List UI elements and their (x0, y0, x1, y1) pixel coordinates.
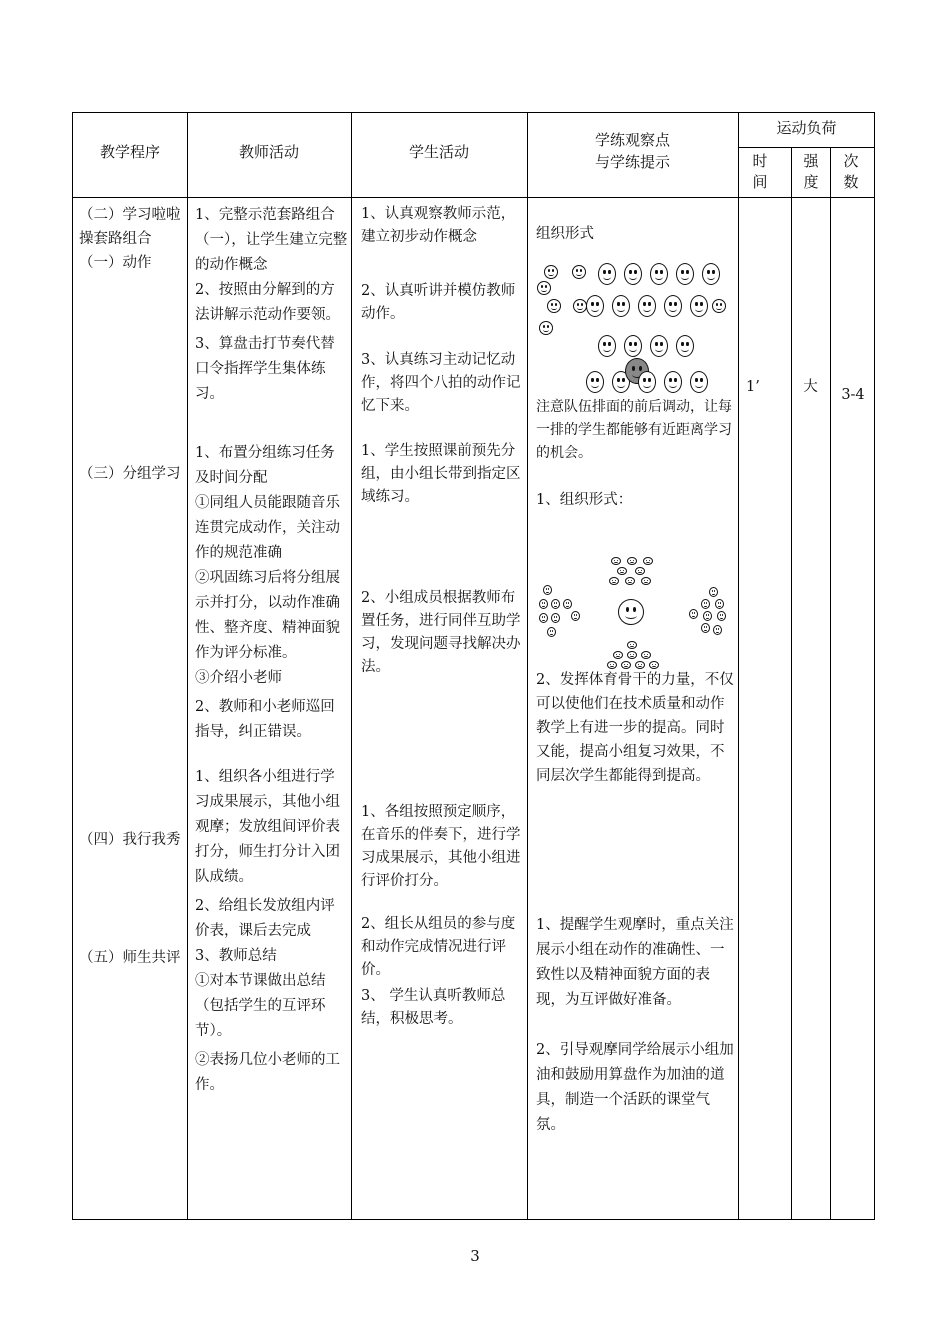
student-face-icon (690, 371, 708, 393)
header-observe-line1: 学练观察点 (594, 131, 670, 149)
student-face-icon (537, 281, 551, 295)
load-intensity: 大 (803, 379, 818, 395)
header-load: 运动负荷 (776, 119, 837, 137)
student-face-icon (598, 263, 616, 285)
student-face-icon (551, 613, 560, 623)
student-face-icon (635, 567, 645, 575)
observe-o1: 组织形式 (536, 226, 594, 242)
lesson-plan-table (72, 112, 875, 1220)
col-divider (738, 113, 739, 1219)
page-number: 3 (470, 1247, 480, 1265)
student-p2: 2、认真听讲并模仿教师动作。 (361, 283, 516, 322)
col-divider (527, 113, 528, 1219)
student-face-icon (586, 295, 604, 317)
student-face-icon (539, 613, 548, 623)
section-4: （四）我行我秀 (79, 832, 181, 848)
row-divider (73, 197, 874, 198)
student-face-icon (627, 651, 637, 659)
student-face-icon (613, 651, 623, 659)
student-face-icon (571, 611, 580, 621)
student-face-icon (638, 295, 656, 317)
student-face-icon (676, 263, 694, 285)
col-divider (830, 147, 831, 1219)
student-face-icon (701, 623, 710, 633)
teacher-item: 1、组织各小组进行学习成果展示，其他小组观摩；发放组间评价表打分，师生打分计入团队成绩。 (195, 769, 340, 885)
student-face-icon (690, 295, 708, 317)
student-face-icon (703, 611, 712, 621)
student-face-icon (547, 627, 556, 637)
col-divider (351, 113, 352, 1219)
row-divider (738, 147, 874, 148)
section-2: （二）学习啦啦操套路组合（一）动作 (79, 207, 181, 271)
teacher-item: ①对本节课做出总结（包括学生的互评环节）。 (195, 973, 326, 1039)
student-p3: 3、认真练习主动记忆动作，将四个八拍的动作记忆下来。 (361, 352, 521, 414)
student-face-icon (712, 299, 726, 313)
col-divider (791, 147, 792, 1219)
header-observe (527, 129, 738, 173)
student-face-icon (543, 585, 552, 595)
student-face-icon (624, 263, 642, 285)
student-face-icon (641, 577, 651, 585)
header-teacher: 教师活动 (238, 143, 299, 161)
student-face-icon (598, 335, 616, 357)
header-procedure: 教学程序 (99, 143, 160, 161)
student-face-icon (715, 599, 724, 609)
student-face-icon (624, 335, 642, 357)
teacher-item: 2、按照由分解到的方法讲解示范动作要领。 (195, 282, 340, 323)
header-student: 学生活动 (408, 143, 469, 161)
observe-o5: 1、提醒学生观摩时，重点关注展示小组在动作的准确性、一致性以及精神面貌方面的表现，为互评做好准备。 (536, 917, 734, 1008)
student-p5: 2、小组成员根据教师布置任务，进行同伴互助学习，发现问题寻找解决办法。 (361, 590, 521, 675)
student-p8: 3、 学生认真听教师总结，积极思考。 (361, 988, 506, 1027)
student-face-icon (573, 299, 587, 313)
student-face-icon (702, 263, 720, 285)
student-face-icon (650, 335, 668, 357)
load-time: 1’ (746, 379, 760, 395)
student-face-icon (709, 587, 718, 597)
header-time: 时间 (752, 152, 768, 191)
formation-diagram-rows (537, 259, 727, 399)
student-face-icon (627, 557, 637, 565)
student-face-icon (586, 371, 604, 393)
student-face-icon (551, 599, 560, 609)
teacher-item: 1、布置分组练习任务及时间分配 (195, 445, 335, 486)
teacher-activity (195, 203, 349, 1098)
header-count: 次数 (843, 152, 859, 191)
student-face-icon (664, 371, 682, 393)
observe-o4: 2、发挥体育骨干的力量，不仅可以使他们在技术质量和动作教学上有进一步的提高。同时又能，提高小组复习效果，不同层次学生都能得到提高。 (536, 672, 734, 784)
teacher-item: 3、算盘击打节奏代替口令指挥学生集体练习。 (195, 336, 335, 402)
student-p7: 2、组长从组员的参与度和动作完成情况进行评价。 (361, 916, 516, 978)
teacher-item: 1、完整示范套路组合（一），让学生建立完整的动作概念 (195, 207, 348, 273)
student-face-icon (625, 577, 635, 585)
student-p4: 1、学生按照课前预先分组，由小组长带到指定区域练习。 (361, 443, 521, 505)
student-face-icon (713, 625, 722, 635)
teacher-face-icon (618, 599, 644, 625)
student-face-icon (563, 599, 572, 609)
student-face-icon (627, 641, 637, 649)
formation-diagram-groups (537, 553, 727, 673)
student-face-icon (617, 567, 627, 575)
student-face-icon (611, 557, 621, 565)
student-face-icon (539, 321, 553, 335)
teacher-item: 2、教师和小老师巡回指导，纠正错误。 (195, 699, 335, 740)
teacher-item: ②巩固练习后将分组展示并打分，以动作准确性、整齐度、精神面貌作为评分标准。 (195, 570, 340, 661)
student-face-icon (641, 651, 651, 659)
observe-o2: 注意队伍排面的前后调动，让每一排的学生都能够有近距离学习的机会。 (536, 399, 732, 461)
observe-o6: 2、引导观摩同学给展示小组加油和鼓励用算盘作为加油的道具，制造一个活跃的课堂气氛。 (536, 1042, 734, 1133)
load-count: 3-4 (841, 387, 865, 403)
student-face-icon (643, 557, 653, 565)
student-face-icon (539, 599, 548, 609)
student-face-icon (612, 295, 630, 317)
student-face-icon (676, 335, 694, 357)
student-face-icon (547, 299, 561, 313)
teacher-item: ①同组人员能跟随音乐连贯完成动作，关注动作的规范准确 (195, 495, 340, 561)
student-face-icon (650, 263, 668, 285)
student-face-icon (638, 371, 656, 393)
student-face-icon (544, 265, 558, 279)
header-observe-line2: 与学练提示 (594, 153, 670, 171)
student-face-icon (689, 609, 698, 619)
teacher-item: ③介绍小老师 (195, 670, 282, 686)
student-p1: 1、认真观察教师示范，建立初步动作概念 (361, 206, 516, 245)
student-face-icon (572, 265, 586, 279)
section-3: （三）分组学习 (79, 466, 181, 482)
student-face-icon (664, 295, 682, 317)
teacher-item: 2、给组长发放组内评价表，课后去完成 (195, 898, 335, 939)
student-face-icon (701, 599, 710, 609)
observe-o3: 1、组织形式： (536, 492, 633, 508)
teacher-item: ②表扬几位小老师的工作。 (195, 1052, 340, 1093)
header-intensity: 强度 (803, 152, 819, 191)
section-5: （五）师生共评 (79, 950, 181, 966)
student-face-icon (717, 611, 726, 621)
student-p6: 1、各组按照预定顺序，在音乐的伴奏下，进行学习成果展示，其他小组进行评价打分。 (361, 804, 521, 889)
teacher-item: 3、教师总结 (195, 948, 277, 964)
student-face-icon (609, 577, 619, 585)
col-divider (187, 113, 188, 1219)
